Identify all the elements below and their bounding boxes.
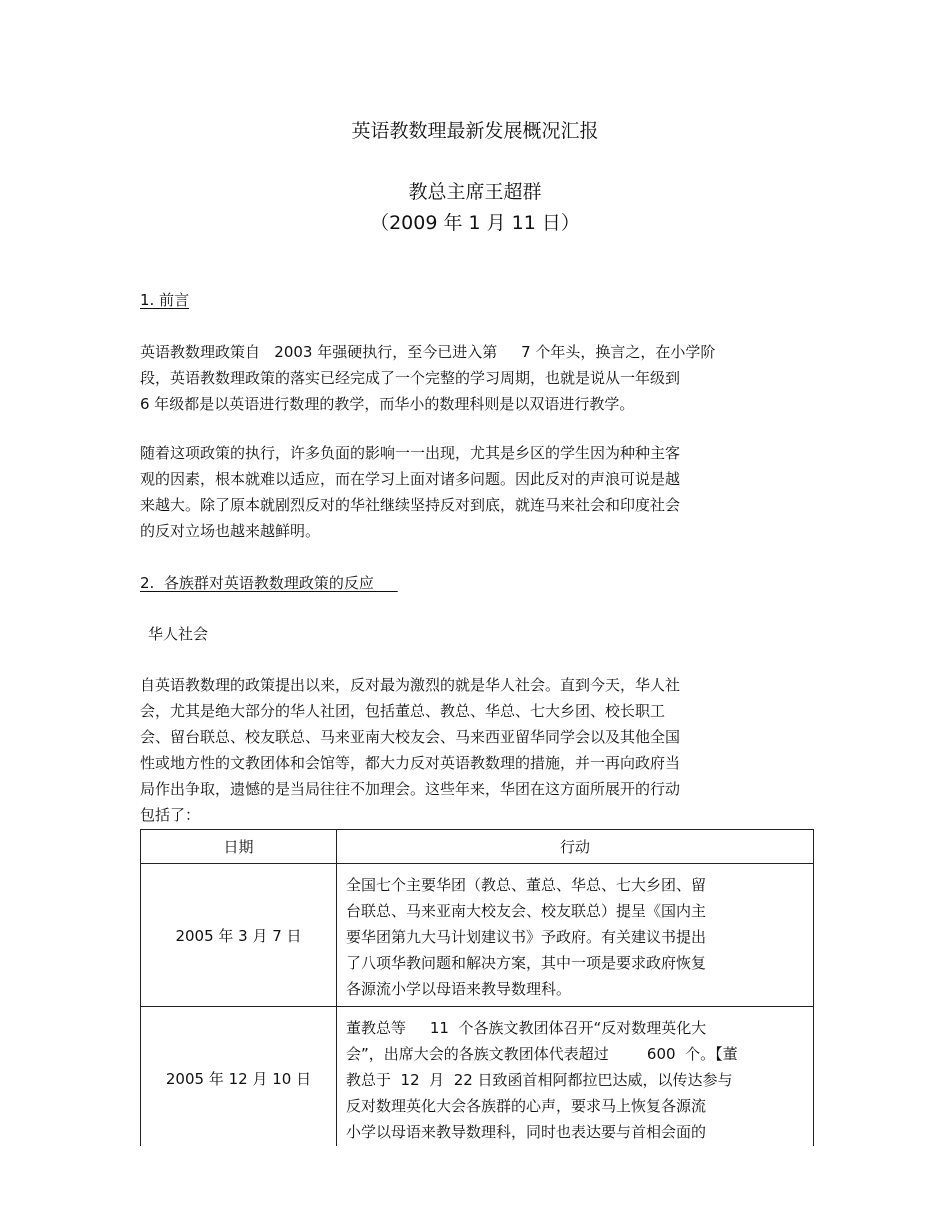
text-line: 要华团第九大马计划建议书》予政府。有关建议书提出 (346, 928, 707, 946)
section-2-heading: 2. 各族群对英语教数理政策的反应 (140, 574, 398, 592)
text-line: 的反对立场也越来越鲜明。 (140, 522, 321, 540)
text-line: 段，英语教数理政策的落实已经完成了一个完整的学习周期，也就是说从一年级到 (140, 369, 681, 387)
text-line: 反对数理英化大会各族群的心声，要求马上恢复各源流 (346, 1097, 707, 1115)
section-1-heading: 1. 前言 (140, 291, 190, 309)
section-2-paragraph (140, 672, 820, 828)
actions-table (140, 829, 814, 1150)
text-line: 台联总、马来亚南大校友会、校友联总）提呈《国内主 (346, 902, 707, 920)
document-author: 教总主席王超群 (408, 181, 542, 203)
table-row (141, 864, 814, 1007)
text-line: 各源流小学以母语来教导数理科。 (346, 980, 572, 998)
text-line: 观的因素，根本就难以适应，而在学习上面对诸多问题。因此反对的声浪可说是越 (140, 470, 681, 488)
row-action (337, 864, 814, 1007)
text-line: 性或地方性的文教团体和会馆等，都大力反对英语教数理的措施，并一再向政府当 (140, 754, 681, 772)
text-line: 全国七个主要华团（教总、董总、华总、七大乡团、留 (346, 876, 707, 894)
text-line: 随着这项政策的执行，许多负面的影响一一出现，尤其是乡区的学生因为种种主客 (140, 444, 681, 462)
text-line: 董教总等 11 个各族文教团体召开“反对数理英化大 (346, 1019, 707, 1037)
text-line: 英语教数理政策自 2003 年强硬执行，至今已进入第 7 个年头，换言之，在小学阶 (140, 343, 716, 361)
section-1-paragraph-2 (140, 440, 820, 544)
header-date: 日期 (141, 830, 337, 864)
row-date: 2005 年 12 月 10 日 (141, 1007, 337, 1150)
text-line: 自英语教数理的政策提出以来，反对最为激烈的就是华人社会。直到今天，华人社 (140, 676, 681, 694)
page-bottom-margin (0, 1146, 950, 1230)
text-line: 局作出争取，遗憾的是当局往往不加理会。这些年来，华团在这方面所展开的行动 (140, 780, 681, 798)
document-date: （2009 年 1 月 11 日） (370, 212, 580, 234)
document-title: 英语教数理最新发展概况汇报 (351, 120, 599, 142)
text-line: 包括了： (140, 806, 201, 824)
text-line: 6 年级都是以英语进行数理的教学，而华小的数理科则是以双语进行教学。 (140, 395, 635, 413)
header-action: 行动 (337, 830, 814, 864)
section-2-subheading: 华人社会 (148, 625, 209, 643)
table-header-row (141, 830, 814, 864)
text-line: 了八项华教问题和解决方案，其中一项是要求政府恢复 (346, 954, 707, 972)
text-line: 会、留台联总、校友联总、马来亚南大校友会、马来西亚留华同学会以及其他全国 (140, 728, 681, 746)
row-action (337, 1007, 814, 1150)
section-1-paragraph-1 (140, 339, 820, 417)
text-line: 会，尤其是绝大部分的华人社团，包括董总、教总、华总、七大乡团、校长职工 (140, 702, 666, 720)
row-date: 2005 年 3 月 7 日 (141, 864, 337, 1007)
table-row (141, 1007, 814, 1150)
text-line: 教总于 12 月 22 日致函首相阿都拉巴达威，以传达参与 (346, 1071, 733, 1089)
text-line: 小学以母语来教导数理科，同时也表达要与首相会面的 (346, 1123, 707, 1141)
text-line: 会”，出席大会的各族文教团体代表超过 600 个。【董 (346, 1045, 738, 1063)
text-line: 来越大。除了原本就剧烈反对的华社继续坚持反对到底，就连马来社会和印度社会 (140, 496, 681, 514)
